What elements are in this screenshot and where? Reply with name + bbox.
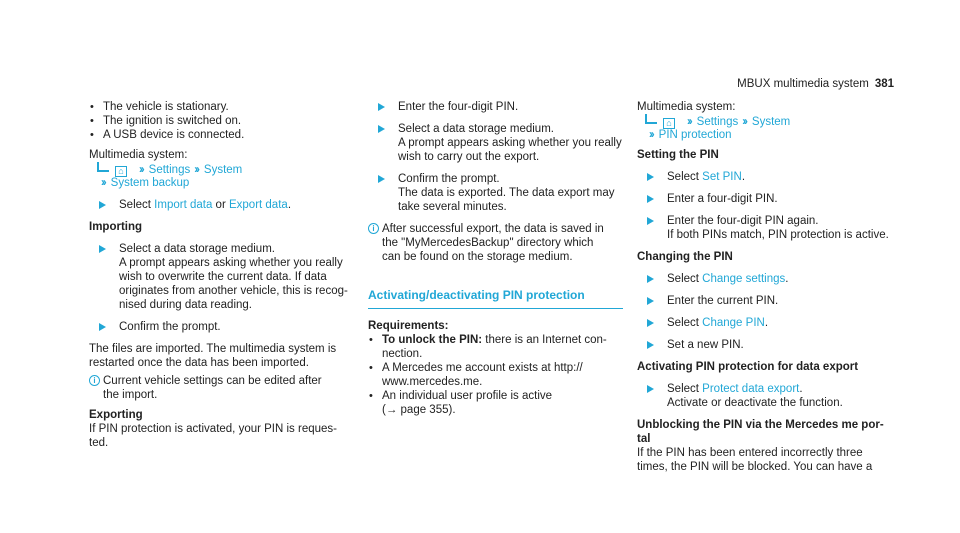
change-settings-link[interactable]: Change settings [702,273,786,285]
step: Enter a four-digit PIN. [637,192,873,206]
section-title: Activating/deactivating PIN protection [368,288,623,309]
chevron-icon: ›› [139,164,143,176]
step: Select Change settings. [637,272,873,286]
change-pin-link[interactable]: Change PIN [702,317,765,329]
step: Enter the current PIN. [637,294,873,308]
menu-path [637,114,873,128]
list-item: • The vehicle is stationary. [90,101,229,113]
column-right [637,100,889,474]
step-arrow-icon [99,245,106,253]
note: i Current vehicle settings can be edited after the import. [89,374,351,402]
page-header [737,77,894,91]
info-icon: i [368,223,379,234]
requirements-heading: Requirements: [368,320,449,332]
paragraph: restarted once the data has been imported. [89,357,309,369]
home-icon: ⌂ [115,166,127,177]
list-item-continuation: nection. [382,348,423,360]
step-arrow-icon [378,103,385,111]
step: Select Import data or Export data. [89,198,351,212]
menu-path-2 [89,176,351,190]
step-arrow-icon [647,297,654,305]
step: Select a data storage medium. A prompt appears asking whether you really wish to overwrite the current data. If data originates from another vehicle, this is recog- nised during data reading. [89,242,351,312]
paragraph: If the PIN has been entered incorrectly three [637,447,863,459]
set-pin-link[interactable]: Set PIN [702,171,742,183]
paragraph: ted. [89,437,109,449]
step-arrow-icon [647,195,654,203]
unblocking-heading-2: tal [637,433,651,445]
paragraph: times, the PIN will be blocked. You can have a [637,461,873,473]
step-arrow-icon [647,341,654,349]
column-left [89,100,351,450]
path-system[interactable]: System [751,116,791,128]
step: Confirm the prompt. The data is exported. The data export may take several minutes. [368,172,623,214]
chevron-icon: ›› [687,116,691,128]
list-item: • The ignition is switched on. [90,115,242,127]
header-title: MBUX multimedia system [737,78,869,90]
step-arrow-icon [99,201,106,209]
path-pin-protection[interactable]: PIN protection [658,129,732,141]
export-data-link[interactable]: Export data [228,199,288,211]
path-settings[interactable]: Settings [696,116,739,128]
step-arrow-icon [378,125,385,133]
unblocking-heading: Unblocking the PIN via the Mercedes me por- [637,419,884,431]
page-number: 381 [874,78,894,90]
step: Select Set PIN. [637,170,873,184]
step: Enter the four-digit PIN again. If both PINs match, PIN protection is active. [637,214,873,242]
import-data-link[interactable]: Import data [154,199,213,211]
chevron-icon: ›› [742,116,746,128]
chevron-icon: ›› [649,129,653,141]
menu-path [89,162,351,176]
step: Set a new PIN. [637,338,873,352]
changing-heading: Changing the PIN [637,251,733,263]
chevron-icon: ›› [101,177,105,189]
step-arrow-icon [99,323,106,331]
path-system[interactable]: System [203,164,243,176]
step-arrow-icon [647,319,654,327]
note: i After successful export, the data is saved in the "MyMercedesBackup" directory which can be found on the storage medium. [368,222,623,264]
chevron-icon: ›› [194,164,198,176]
list-item: • To unlock the PIN: there is an Internet con- [369,334,607,346]
step: Select Protect data export. Activate or deactivate the function. [637,382,873,410]
step: Select Change PIN. [637,316,873,330]
paragraph: If PIN protection is activated, your PIN is reques- [89,423,337,435]
activating-heading: Activating PIN protection for data export [637,361,859,373]
path-system-backup[interactable]: System backup [110,177,190,189]
step-arrow-icon [647,385,654,393]
return-arrow-icon [645,114,657,124]
return-arrow-icon [97,162,109,172]
info-icon: i [89,375,100,386]
column-middle [368,100,623,417]
step: Confirm the prompt. [89,320,351,334]
paragraph: The files are imported. The multimedia system is [89,343,337,355]
list-item: • An individual user profile is active (→ page 355). [369,390,553,416]
path-settings[interactable]: Settings [148,164,191,176]
step-arrow-icon [378,175,385,183]
home-icon: ⌂ [663,118,675,129]
list-item: • A Mercedes me account exists at http:// www.mercedes.me. [369,362,583,388]
step: Enter the four-digit PIN. [368,100,623,114]
menu-path-2 [637,128,873,142]
multimedia-label: Multimedia system: [637,101,736,113]
list-item: • A USB device is connected. [90,129,245,141]
step: Select a data storage medium. A prompt appears asking whether you really wish to carry out the export. [368,122,623,164]
multimedia-label: Multimedia system: [89,149,188,161]
step-arrow-icon [647,173,654,181]
step-arrow-icon [647,275,654,283]
step-arrow-icon [647,217,654,225]
protect-export-link[interactable]: Protect data export [702,383,800,395]
exporting-heading: Exporting [89,409,143,421]
importing-heading: Importing [89,221,143,233]
setting-heading: Setting the PIN [637,149,719,161]
